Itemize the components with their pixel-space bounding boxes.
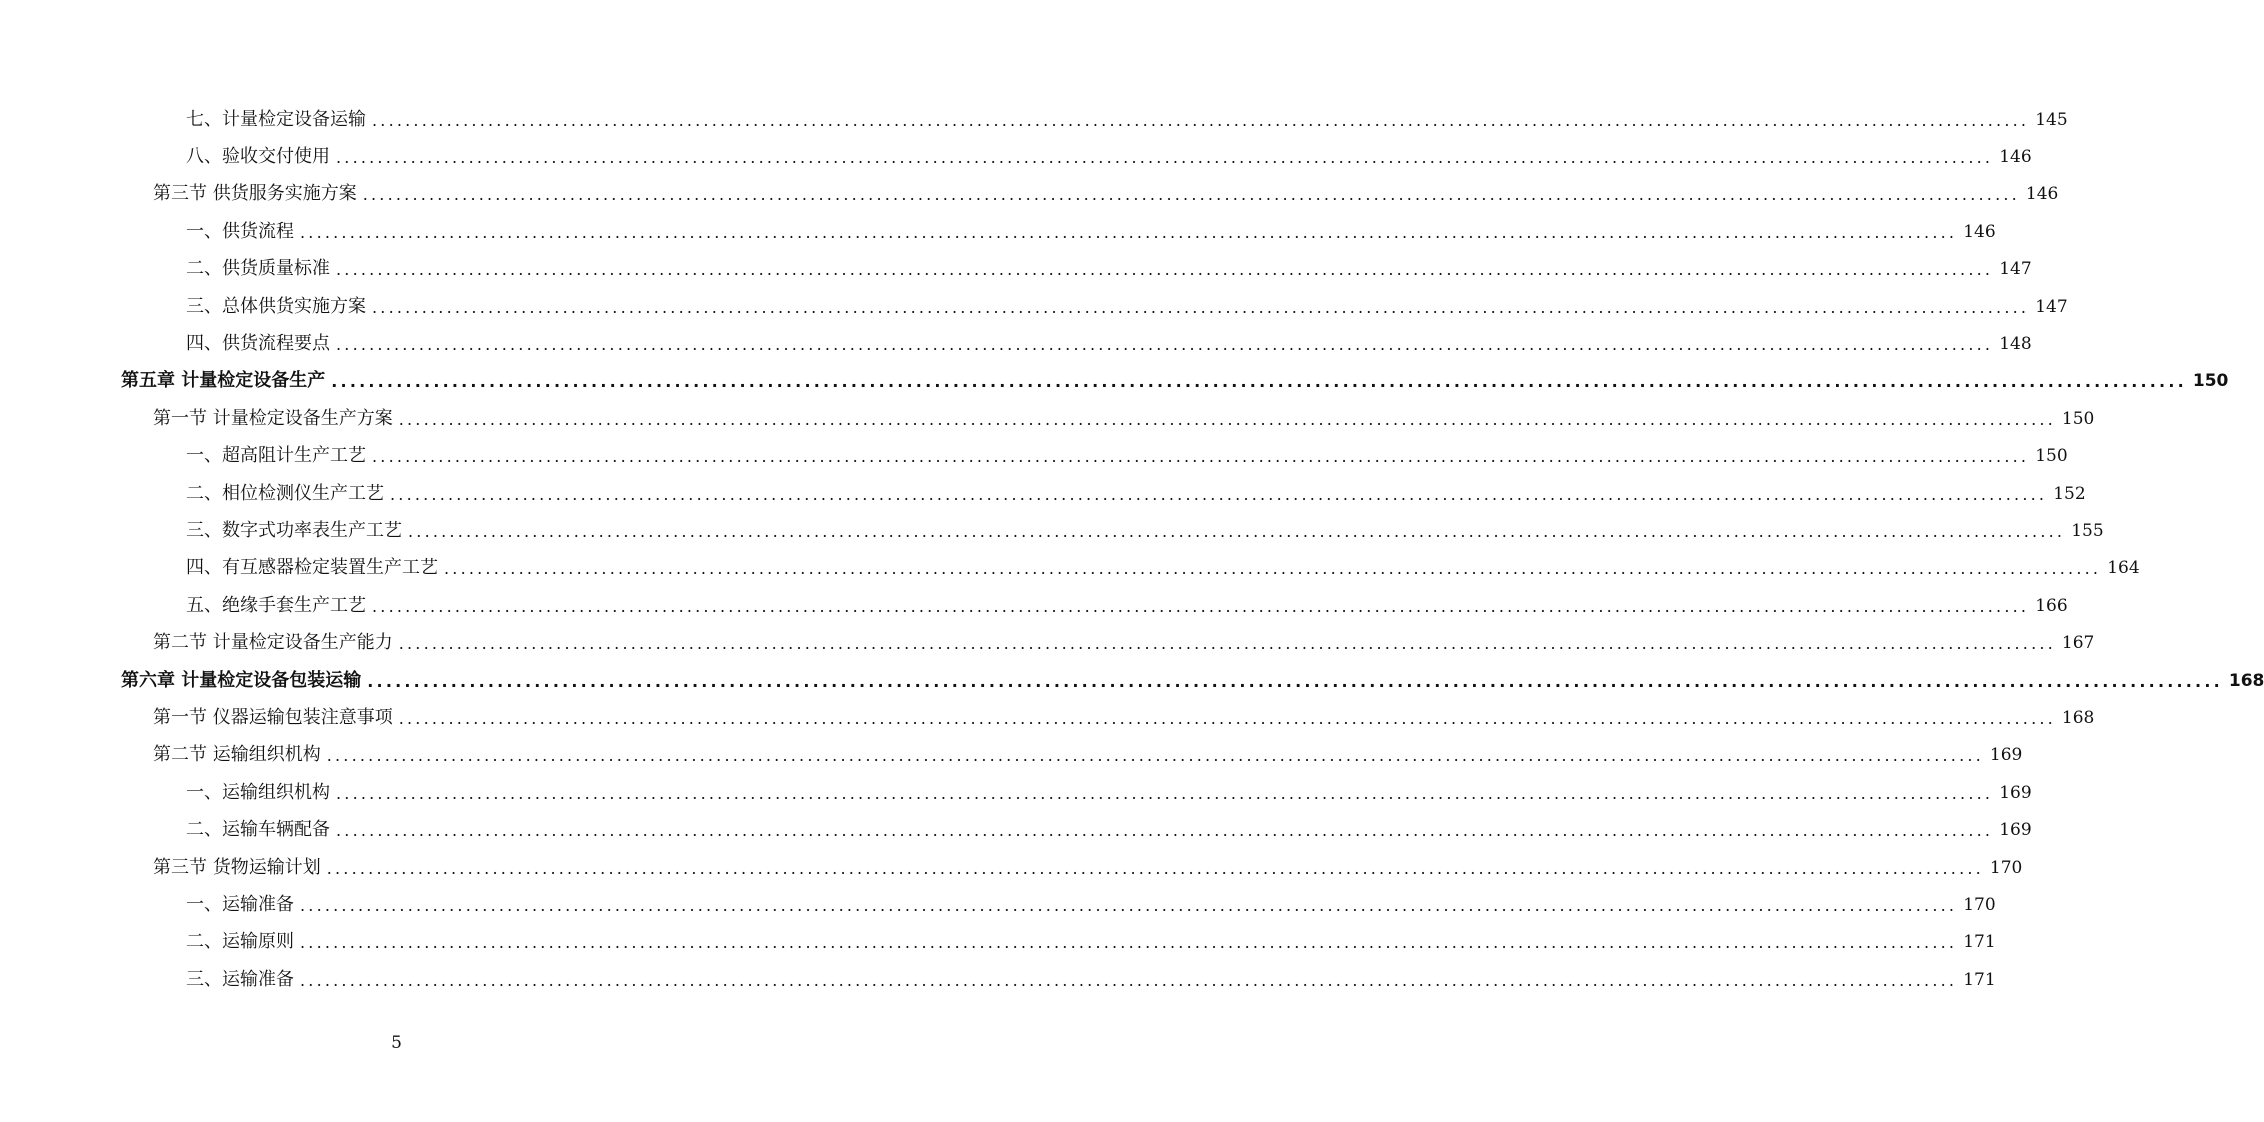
toc-entry-page: 148 xyxy=(1999,334,2032,355)
toc-entry-title: 第三节 货物运输计划 xyxy=(153,856,321,878)
toc-entry-page: 147 xyxy=(2035,296,2068,317)
table-of-contents xyxy=(0,101,2264,998)
toc-dot-leader: ........................................................................................................................................................................................................ xyxy=(372,297,2030,317)
page-number: 5 xyxy=(391,1033,402,1053)
toc-chapter-entry[interactable] xyxy=(0,662,2264,699)
toc-entry-title: 一、供货流程 xyxy=(186,220,294,242)
toc-dot-leader: ........................................................................................................................................................................................................ xyxy=(398,409,2056,429)
toc-entry-title: 八、验收交付使用 xyxy=(186,146,330,168)
toc-entry-title: 一、运输组织机构 xyxy=(186,781,330,803)
toc-subsection-entry[interactable] xyxy=(0,101,2068,138)
toc-entry-page: 170 xyxy=(1989,857,2023,878)
toc-subsection-entry[interactable] xyxy=(0,288,2068,325)
toc-dot-leader: ........................................................................................................................................................................................................ xyxy=(300,933,1958,953)
toc-dot-leader: ........................................................................................................................................................................................................ xyxy=(408,521,2066,541)
toc-subsection-entry[interactable] xyxy=(0,774,2032,811)
toc-dot-leader: ........................................................................................................................................................................................................ xyxy=(300,970,1958,990)
toc-subsection-entry[interactable] xyxy=(0,924,1996,961)
toc-section-entry[interactable] xyxy=(0,699,2095,736)
toc-entry-page: 169 xyxy=(1989,745,2023,766)
toc-entry-page: 170 xyxy=(1963,894,1996,915)
toc-dot-leader: ........................................................................................................................................................................................................ xyxy=(336,821,1994,841)
toc-entry-page: 169 xyxy=(1999,820,2032,841)
toc-entry-page: 164 xyxy=(2107,558,2140,579)
toc-entry-page: 155 xyxy=(2071,520,2104,541)
toc-entry-title: 三、运输准备 xyxy=(186,968,294,990)
toc-dot-leader: ........................................................................................................................................................................................................ xyxy=(336,335,1994,355)
toc-dot-leader: ........................................................................................................................................................................................................ xyxy=(336,783,1994,803)
toc-entry-page: 150 xyxy=(2061,408,2095,429)
toc-dot-leader: ........................................................................................................................................................................................................ xyxy=(367,671,2223,691)
toc-subsection-entry[interactable] xyxy=(0,325,2032,362)
toc-entry-title: 二、运输原则 xyxy=(186,931,294,953)
toc-chapter-entry[interactable] xyxy=(0,363,2229,400)
toc-dot-leader: ........................................................................................................................................................................................................ xyxy=(390,484,2048,504)
toc-entry-title: 第六章 计量检定设备包装运输 xyxy=(121,669,362,691)
toc-section-entry[interactable] xyxy=(0,737,2023,774)
toc-entry-title: 一、超高阻计生产工艺 xyxy=(186,445,366,467)
toc-dot-leader: ........................................................................................................................................................................................................ xyxy=(336,260,1994,280)
toc-subsection-entry[interactable] xyxy=(0,251,2032,288)
toc-subsection-entry[interactable] xyxy=(0,587,2068,624)
toc-dot-leader: ........................................................................................................................................................................................................ xyxy=(326,746,1984,766)
toc-section-entry[interactable] xyxy=(0,176,2059,213)
toc-dot-leader: ........................................................................................................................................................................................................ xyxy=(362,185,2020,205)
toc-dot-leader: ........................................................................................................................................................................................................ xyxy=(398,634,2056,654)
toc-section-entry[interactable] xyxy=(0,849,2023,886)
toc-entry-page: 150 xyxy=(2035,446,2068,467)
toc-entry-page: 169 xyxy=(1999,782,2032,803)
toc-dot-leader: ........................................................................................................................................................................................................ xyxy=(372,596,2030,616)
toc-dot-leader: ........................................................................................................................................................................................................ xyxy=(300,895,1958,915)
toc-entry-page: 150 xyxy=(2192,371,2229,392)
toc-dot-leader: ........................................................................................................................................................................................................ xyxy=(444,559,2102,579)
toc-entry-title: 第三节 供货服务实施方案 xyxy=(153,183,357,205)
toc-entry-page: 168 xyxy=(2228,670,2264,691)
toc-dot-leader: ........................................................................................................................................................................................................ xyxy=(331,372,2187,392)
toc-entry-title: 三、总体供货实施方案 xyxy=(186,295,366,317)
toc-dot-leader: ........................................................................................................................................................................................................ xyxy=(372,110,2030,130)
toc-dot-leader: ........................................................................................................................................................................................................ xyxy=(372,447,2030,467)
toc-entry-title: 第五章 计量检定设备生产 xyxy=(121,370,326,392)
toc-subsection-entry[interactable] xyxy=(0,438,2068,475)
toc-subsection-entry[interactable] xyxy=(0,811,2032,848)
toc-subsection-entry[interactable] xyxy=(0,512,2104,549)
toc-entry-page: 147 xyxy=(1999,259,2032,280)
toc-entry-page: 145 xyxy=(2035,109,2068,130)
toc-subsection-entry[interactable] xyxy=(0,550,2140,587)
toc-dot-leader: ........................................................................................................................................................................................................ xyxy=(326,858,1984,878)
toc-entry-page: 171 xyxy=(1963,932,1996,953)
toc-subsection-entry[interactable] xyxy=(0,138,2032,175)
toc-dot-leader: ........................................................................................................................................................................................................ xyxy=(300,222,1958,242)
toc-entry-title: 一、运输准备 xyxy=(186,893,294,915)
toc-section-entry[interactable] xyxy=(0,400,2095,437)
toc-entry-page: 146 xyxy=(2025,184,2059,205)
toc-subsection-entry[interactable] xyxy=(0,961,1996,998)
toc-entry-title: 二、供货质量标准 xyxy=(186,258,330,280)
toc-entry-title: 第一节 计量检定设备生产方案 xyxy=(153,407,393,429)
toc-entry-title: 四、有互感器检定装置生产工艺 xyxy=(186,557,438,579)
toc-entry-title: 二、运输车辆配备 xyxy=(186,819,330,841)
toc-subsection-entry[interactable] xyxy=(0,213,1996,250)
toc-entry-page: 146 xyxy=(1963,221,1996,242)
toc-entry-page: 146 xyxy=(1999,147,2032,168)
toc-entry-title: 四、供货流程要点 xyxy=(186,333,330,355)
toc-dot-leader: ........................................................................................................................................................................................................ xyxy=(336,148,1994,168)
toc-entry-title: 第一节 仪器运输包装注意事项 xyxy=(153,706,393,728)
toc-entry-page: 167 xyxy=(2061,633,2095,654)
toc-dot-leader: ........................................................................................................................................................................................................ xyxy=(398,708,2056,728)
toc-entry-title: 五、绝缘手套生产工艺 xyxy=(186,594,366,616)
toc-entry-title: 第二节 运输组织机构 xyxy=(153,744,321,766)
toc-subsection-entry[interactable] xyxy=(0,475,2086,512)
toc-subsection-entry[interactable] xyxy=(0,886,1996,923)
toc-entry-title: 七、计量检定设备运输 xyxy=(186,108,366,130)
toc-entry-page: 166 xyxy=(2035,595,2068,616)
toc-entry-page: 152 xyxy=(2053,483,2086,504)
toc-section-entry[interactable] xyxy=(0,624,2095,661)
toc-entry-page: 171 xyxy=(1963,969,1996,990)
toc-entry-title: 二、相位检测仪生产工艺 xyxy=(186,482,384,504)
toc-entry-page: 168 xyxy=(2061,707,2095,728)
toc-entry-title: 第二节 计量检定设备生产能力 xyxy=(153,632,393,654)
toc-entry-title: 三、数字式功率表生产工艺 xyxy=(186,519,402,541)
